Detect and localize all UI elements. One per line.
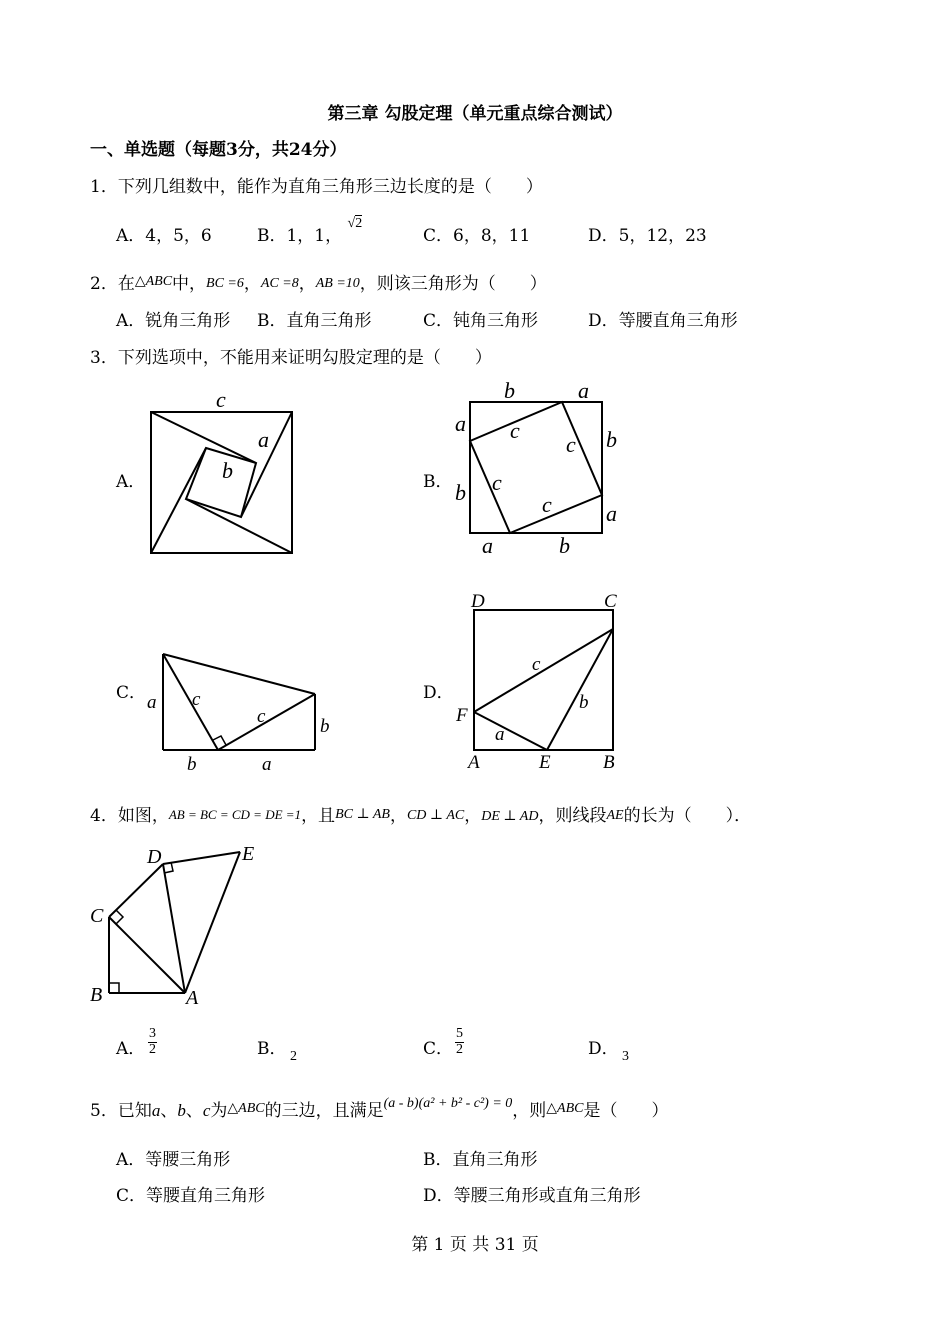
fig-d-label-A: A bbox=[468, 752, 480, 773]
q1-option-a: A．4，5，6 bbox=[116, 226, 212, 246]
q1-stem: 1．下列几组数中，能作为直角三角形三边长度的是（ ） bbox=[90, 177, 543, 197]
q5-sep: 、 bbox=[160, 1101, 178, 1121]
page-footer: 第 1 页 共 31 页 bbox=[411, 1235, 539, 1255]
q5-var-a: a bbox=[151, 1101, 161, 1120]
q4-option-c: C． bbox=[423, 1039, 454, 1059]
q2-zhong: 中， bbox=[172, 274, 207, 294]
fig-b-label-b: b bbox=[559, 533, 570, 558]
figure-q4 bbox=[85, 838, 265, 1013]
fig-b-label-c: c bbox=[510, 418, 520, 443]
fig-b-label-c: c bbox=[492, 470, 502, 495]
q4-option-b-value: 2 bbox=[290, 1049, 297, 1064]
q4-option-b: B． bbox=[257, 1039, 287, 1059]
fig-q4-label-D: D bbox=[147, 846, 162, 868]
q5-text: ，则 bbox=[512, 1101, 547, 1121]
fig-d-label-C: C bbox=[604, 591, 617, 612]
q1-option-b-label: B．1，1， bbox=[257, 226, 343, 246]
q5-tail: 是（ ） bbox=[583, 1101, 669, 1121]
q2-stem bbox=[90, 276, 547, 293]
q1-option-c: C．6，8，11 bbox=[423, 226, 531, 246]
q4-prefix: 4．如图， bbox=[90, 806, 169, 826]
q4-condition-2: CD ⊥ AC bbox=[406, 808, 465, 823]
fig-q4-label-B: B bbox=[90, 984, 103, 1006]
fig-c-label-a: a bbox=[262, 754, 272, 775]
q5-triangle: △ABC bbox=[546, 1101, 584, 1116]
fig-a-label-b: b bbox=[222, 458, 233, 483]
fig-b-label-b: b bbox=[455, 480, 466, 505]
q4-text: ，则线段 bbox=[538, 806, 607, 826]
sqrt-radicand: 2 bbox=[355, 216, 363, 231]
fig-c-label-a: a bbox=[147, 692, 157, 713]
q4-comma: ， bbox=[389, 806, 407, 826]
q5-var-c: c bbox=[202, 1101, 211, 1120]
q2-triangle: △ABC bbox=[134, 274, 173, 289]
fraction-denominator: 2 bbox=[149, 1041, 156, 1057]
fig-q4-label-E: E bbox=[242, 843, 255, 865]
q4-option-a-fraction bbox=[148, 1027, 157, 1057]
q2-prefix: 2．在 bbox=[90, 274, 135, 294]
q3-stem: 3．下列选项中，不能用来证明勾股定理的是（ ） bbox=[90, 348, 492, 368]
fig-d-label-D: D bbox=[471, 591, 485, 612]
q5-triangle: △ABC bbox=[227, 1101, 265, 1116]
q4-option-d: D． bbox=[588, 1039, 619, 1059]
q2-tail: ，则该三角形为（ ） bbox=[359, 274, 547, 294]
q4-text: ，且 bbox=[301, 806, 336, 826]
q5-sep: 、 bbox=[185, 1101, 203, 1121]
q5-option-a: A．等腰三角形 bbox=[116, 1150, 231, 1170]
fig-q4-label-A: A bbox=[186, 987, 199, 1009]
fig-a-label-c: c bbox=[216, 387, 226, 412]
fig-b-label-a: a bbox=[578, 378, 589, 403]
fraction-numerator: 5 bbox=[456, 1026, 463, 1041]
q4-ae: AE bbox=[606, 808, 624, 823]
q3-option-c: C． bbox=[116, 683, 147, 703]
fig-q4-label-C: C bbox=[90, 905, 104, 927]
section-heading: 一、单选题（每题3分，共24分） bbox=[90, 140, 347, 160]
q4-option-d-value: 3 bbox=[622, 1049, 629, 1064]
fig-d-label-B: B bbox=[603, 752, 615, 773]
q1-option-b bbox=[257, 216, 363, 246]
q5-text: 的三边，且满足 bbox=[264, 1101, 384, 1121]
q5-text: 为 bbox=[210, 1101, 228, 1121]
fig-b-label-a: a bbox=[455, 411, 466, 436]
fig-b-label-a: a bbox=[482, 533, 493, 558]
q4-condition-1: BC ⊥ AB bbox=[335, 807, 390, 822]
fig-b-label-b: b bbox=[504, 378, 515, 403]
fig-d-label-c: c bbox=[532, 654, 541, 675]
q2-option-d: D．等腰直角三角形 bbox=[588, 311, 738, 331]
q2-bc: BC =6 bbox=[206, 276, 244, 291]
q2-ab: AB =10 bbox=[315, 276, 360, 291]
q4-equation: AB = BC = CD = DE =1 bbox=[168, 807, 302, 822]
sqrt-symbol: √2 bbox=[347, 216, 363, 231]
q2-comma: ， bbox=[243, 274, 261, 294]
fraction-numerator: 3 bbox=[149, 1026, 156, 1041]
q2-option-c: C．钝角三角形 bbox=[423, 311, 539, 331]
figure-c bbox=[140, 643, 340, 778]
figure-a bbox=[140, 385, 310, 565]
q5-option-c: C．等腰直角三角形 bbox=[116, 1186, 266, 1206]
q2-option-a: A．锐角三角形 bbox=[116, 311, 231, 331]
q4-condition-3: DE ⊥ AD bbox=[481, 809, 539, 824]
q4-option-c-fraction bbox=[455, 1027, 464, 1057]
figure-d bbox=[450, 588, 630, 773]
q4-option-a: A． bbox=[116, 1039, 146, 1059]
fig-d-label-E: E bbox=[539, 752, 551, 773]
q4-stem bbox=[90, 808, 751, 825]
fig-c-label-b: b bbox=[320, 716, 330, 737]
fig-d-label-a: a bbox=[495, 724, 505, 745]
fig-a-label-a: a bbox=[258, 427, 269, 452]
q3-option-a: A． bbox=[116, 472, 146, 492]
fig-b-label-c: c bbox=[542, 492, 552, 517]
fig-b-label-b: b bbox=[606, 427, 617, 452]
fig-d-label-b: b bbox=[579, 692, 589, 713]
fig-c-label-b: b bbox=[187, 754, 197, 775]
fig-c-label-c: c bbox=[192, 689, 201, 710]
fig-b-label-a: a bbox=[606, 501, 617, 526]
q5-var-b: b bbox=[177, 1101, 186, 1120]
figure-b bbox=[448, 378, 628, 563]
fig-c-label-c: c bbox=[257, 706, 266, 727]
q5-option-d: D．等腰三角形或直角三角形 bbox=[423, 1186, 641, 1206]
q3-option-b: B． bbox=[423, 472, 453, 492]
q4-tail: 的长为（ ）． bbox=[623, 806, 752, 826]
fraction-denominator: 2 bbox=[456, 1041, 463, 1057]
q5-prefix: 5．已知 bbox=[90, 1101, 152, 1121]
q2-option-b: B．直角三角形 bbox=[257, 311, 372, 331]
q5-option-b: B．直角三角形 bbox=[423, 1150, 538, 1170]
q5-stem bbox=[90, 1096, 669, 1121]
page-title: 第三章 勾股定理（单元重点综合测试） bbox=[327, 104, 623, 124]
q4-comma: ， bbox=[464, 806, 482, 826]
fig-b-label-c: c bbox=[566, 432, 576, 457]
q1-option-d: D．5，12，23 bbox=[588, 226, 707, 246]
q3-option-d: D． bbox=[423, 683, 454, 703]
q2-comma: ， bbox=[298, 274, 316, 294]
q5-equation: (a - b)(a² + b² - c²) = 0 bbox=[383, 1096, 513, 1111]
fig-d-label-F: F bbox=[456, 705, 468, 726]
q2-ac: AC =8 bbox=[260, 276, 299, 291]
